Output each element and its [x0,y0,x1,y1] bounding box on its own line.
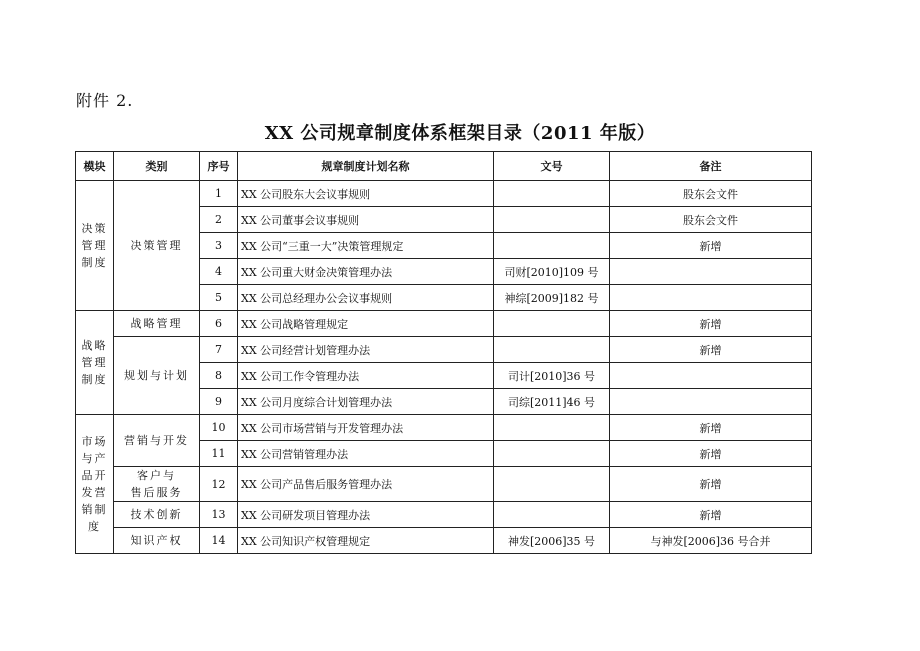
name-cell: XX 公司知识产权管理规定 [238,528,494,554]
seq-cell: 12 [200,467,238,502]
doc-no-cell [494,502,610,528]
doc-no-cell: 司财[2010]109 号 [494,259,610,285]
remark-cell: 新增 [610,337,812,363]
name-cell: XX 公司月度综合计划管理办法 [238,389,494,415]
page-title: XX 公司规章制度体系框架目录（2011 年版） [264,123,656,144]
table-row [76,415,812,441]
module-cell: 战略 管理 制度 [76,311,114,415]
seq-cell: 1 [200,181,238,207]
name-cell: XX 公司总经理办公会议事规则 [238,285,494,311]
name-cell: XX 公司产品售后服务管理办法 [238,467,494,502]
doc-no-cell [494,337,610,363]
remark-cell: 新增 [610,441,812,467]
header-seq: 序号 [200,152,238,181]
attachment-label: 附件 2. [76,91,134,110]
header-module: 模块 [76,152,114,181]
remark-cell: 新增 [610,233,812,259]
doc-no-cell [494,233,610,259]
regulation-catalog-table [75,151,812,554]
seq-cell: 3 [200,233,238,259]
doc-no-cell [494,207,610,233]
seq-cell: 14 [200,528,238,554]
seq-cell: 2 [200,207,238,233]
doc-no-cell [494,181,610,207]
seq-cell: 6 [200,311,238,337]
seq-cell: 13 [200,502,238,528]
category-cell: 客户与 售后服务 [114,467,200,502]
remark-cell [610,363,812,389]
header-name: 规章制度计划名称 [238,152,494,181]
name-cell: XX 公司重大财金决策管理办法 [238,259,494,285]
table-row [76,502,812,528]
doc-no-cell [494,311,610,337]
seq-cell: 11 [200,441,238,467]
name-cell: XX 公司董事会议事规则 [238,207,494,233]
name-cell: XX 公司工作令管理办法 [238,363,494,389]
table-header-row [76,152,812,181]
category-cell: 营销与开发 [114,415,200,467]
doc-no-cell: 神发[2006]35 号 [494,528,610,554]
header-remark: 备注 [610,152,812,181]
table-row [76,181,812,207]
module-cell: 市场 与产 品开 发营 销制 度 [76,415,114,554]
seq-cell: 5 [200,285,238,311]
name-cell: XX 公司经营计划管理办法 [238,337,494,363]
table-row [76,467,812,502]
category-cell: 知识产权 [114,528,200,554]
name-cell: XX 公司市场营销与开发管理办法 [238,415,494,441]
remark-cell [610,259,812,285]
category-cell: 技术创新 [114,502,200,528]
name-cell: XX 公司战略管理规定 [238,311,494,337]
category-cell: 规划与计划 [114,337,200,415]
doc-no-cell: 司综[2011]46 号 [494,389,610,415]
table-row [76,311,812,337]
remark-cell: 新增 [610,415,812,441]
name-cell: XX 公司研发项目管理办法 [238,502,494,528]
seq-cell: 4 [200,259,238,285]
doc-no-cell [494,467,610,502]
remark-cell: 股东会文件 [610,181,812,207]
header-category: 类别 [114,152,200,181]
remark-cell: 新增 [610,311,812,337]
seq-cell: 8 [200,363,238,389]
seq-cell: 7 [200,337,238,363]
remark-cell: 股东会文件 [610,207,812,233]
table-row [76,528,812,554]
doc-no-cell [494,441,610,467]
name-cell: XX 公司“三重一大”决策管理规定 [238,233,494,259]
header-doc-no: 文号 [494,152,610,181]
category-cell: 决策管理 [114,181,200,311]
remark-cell [610,285,812,311]
remark-cell [610,389,812,415]
remark-cell: 新增 [610,467,812,502]
remark-cell: 与神发[2006]36 号合并 [610,528,812,554]
name-cell: XX 公司营销管理办法 [238,441,494,467]
seq-cell: 10 [200,415,238,441]
category-cell: 战略管理 [114,311,200,337]
doc-no-cell [494,415,610,441]
remark-cell: 新增 [610,502,812,528]
seq-cell: 9 [200,389,238,415]
doc-no-cell: 神综[2009]182 号 [494,285,610,311]
table-row [76,337,812,363]
module-cell: 决策 管理 制度 [76,181,114,311]
name-cell: XX 公司股东大会议事规则 [238,181,494,207]
doc-no-cell: 司计[2010]36 号 [494,363,610,389]
